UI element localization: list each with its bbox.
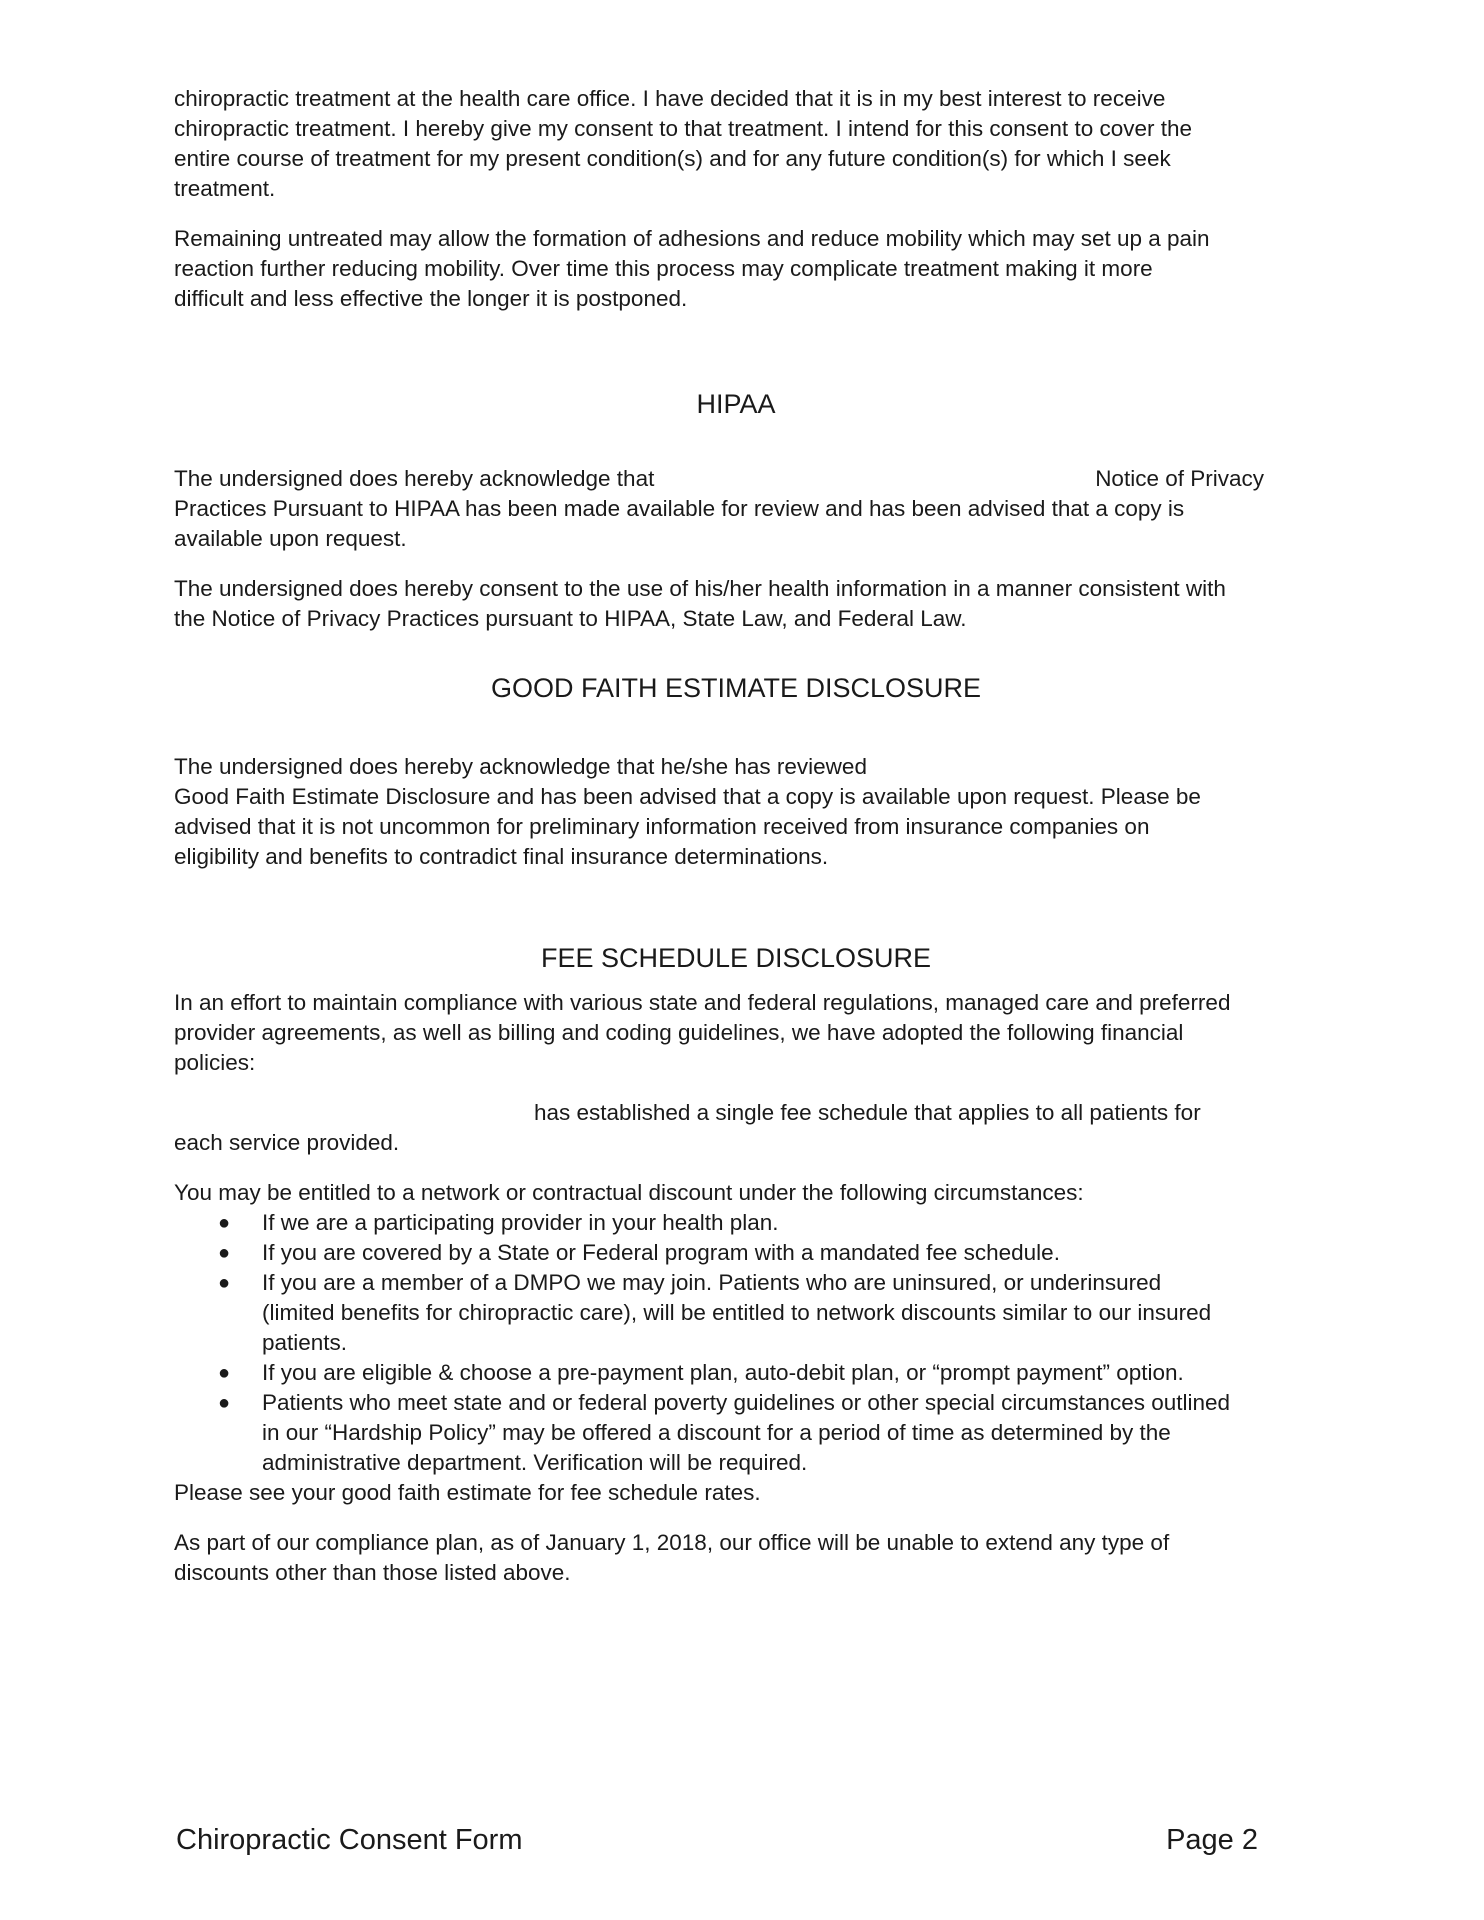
- hipaa-heading: HIPAA: [696, 389, 776, 419]
- page-footer: [176, 1822, 1258, 1858]
- good-faith-paragraph: The undersigned does hereby acknowledge that he/she has reviewed Good Faith Estimate Disclosure and has been advised that a copy is available upon request. Please be advised that it is not uncommon for preliminary information received from insurance companies on eligibility and benefits to contradict final insurance determinations.: [174, 754, 1201, 869]
- hipaa-paragraph-1: The undersigned does hereby acknowledge that Notice of Privacy Practices Pursuant to HIPAA has been made available for review and has been advised that a copy is available upon request.: [174, 466, 1264, 551]
- bullet-icon: ●: [218, 1242, 231, 1264]
- fee-schedule-paragraph-2: has established a single fee schedule that applies to all patients for each service provided.: [174, 1100, 1201, 1155]
- footer-form-title: Chiropractic Consent Form: [176, 1824, 523, 1856]
- fee-schedule-paragraph-1: In an effort to maintain compliance with various state and federal regulations, managed care and preferred provider agreements, as well as billing and coding guidelines, we have adopted the following financial policies:: [174, 990, 1231, 1075]
- fee-schedule-paragraph-4: Please see your good faith estimate for fee schedule rates.: [174, 1480, 761, 1505]
- good-faith-heading: GOOD FAITH ESTIMATE DISCLOSURE: [490, 673, 982, 703]
- bullet-icon: ●: [218, 1362, 231, 1384]
- bullet-icon: ●: [218, 1272, 231, 1294]
- list-item: ● If you are a member of a DMPO we may join. Patients who are uninsured, or underinsured (limited benefits for chiropractic care), will be entitled to network discounts similar to our insured patients.: [218, 1270, 1212, 1355]
- discount-circumstances-list: [174, 1208, 1324, 1478]
- fee-schedule-paragraph-5: As part of our compliance plan, as of January 1, 2018, our office will be unable to extend any type of discounts other than those listed above.: [174, 1530, 1170, 1585]
- list-item: ● If we are a participating provider in your health plan.: [174, 1208, 1324, 1238]
- page-number: Page 2: [1166, 1824, 1258, 1856]
- intro-paragraph-1: chiropractic treatment at the health care office. I have decided that it is in my best interest to receive chiropractic treatment. I hereby give my consent to that treatment. I intend for this consent to cover the entire course of treatment for my present condition(s) and for any future condition(s) for which I seek treatment.: [174, 86, 1193, 201]
- list-item: ● If you are covered by a State or Federal program with a mandated fee schedule.: [174, 1238, 1324, 1268]
- bullet-icon: ●: [218, 1212, 231, 1234]
- list-item: ● If you are eligible & choose a pre-payment plan, auto-debit plan, or “prompt payment” option.: [174, 1358, 1324, 1388]
- intro-paragraph-2: Remaining untreated may allow the formation of adhesions and reduce mobility which may set up a pain reaction further reducing mobility. Over time this process may complicate treatment making it more difficult and less effective the longer it is postponed.: [174, 226, 1210, 311]
- document-page: [174, 84, 1324, 1588]
- bullet-icon: ●: [218, 1392, 231, 1414]
- list-item: ● Patients who meet state and or federal poverty guidelines or other special circumstances outlined in our “Hardship Policy” may be offered a discount for a period of time as determined by the administrative department. Verification will be required.: [218, 1390, 1231, 1475]
- hipaa-paragraph-2: The undersigned does hereby consent to the use of his/her health information in a manner consistent with the Notice of Privacy Practices pursuant to HIPAA, State Law, and Federal Law.: [174, 576, 1226, 631]
- fee-schedule-heading: FEE SCHEDULE DISCLOSURE: [540, 943, 932, 973]
- fee-schedule-paragraph-3: You may be entitled to a network or contractual discount under the following circumstances:: [174, 1180, 1084, 1205]
